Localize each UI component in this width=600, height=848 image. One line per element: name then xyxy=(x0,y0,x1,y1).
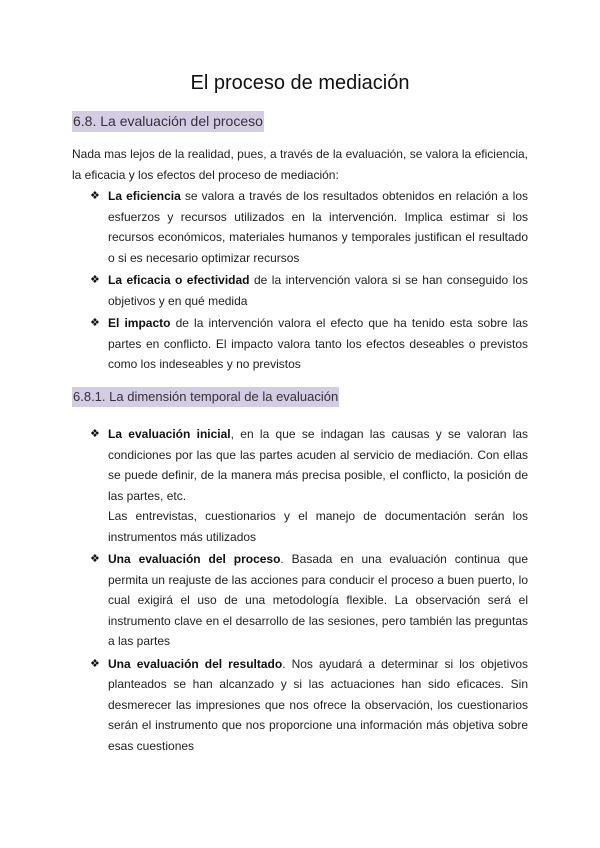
item-term: La evaluación inicial xyxy=(108,427,231,441)
item-term: Una evaluación del resultado xyxy=(108,656,283,671)
list-item xyxy=(90,313,528,375)
item-term: El impacto xyxy=(108,316,171,330)
bullet-diamond-icon: ❖ xyxy=(90,317,100,329)
item-term: La eficiencia xyxy=(108,189,181,203)
subsection-heading-text: 6.8.1. La dimensión temporal de la evaluación xyxy=(72,387,339,407)
bullet-diamond-icon: ❖ xyxy=(90,553,100,565)
item-extra-text: Las entrevistas, cuestionarios y el manejo de documentación serán los instrumentos más utilizados xyxy=(108,509,528,544)
list-item xyxy=(90,424,528,547)
bullet-diamond-icon: ❖ xyxy=(90,190,100,202)
subsection-bullet-list xyxy=(90,424,528,758)
list-item xyxy=(90,549,528,652)
page-title: El proceso de mediación xyxy=(190,72,410,94)
item-term: Una evaluación del proceso xyxy=(108,552,281,566)
section-heading-text: 6.8. La evaluación del proceso xyxy=(72,111,264,132)
bullet-diamond-icon: ❖ xyxy=(90,274,100,286)
bullet-diamond-icon: ❖ xyxy=(90,657,100,670)
list-item xyxy=(90,186,528,268)
subsection-heading xyxy=(72,389,339,404)
item-text: , en la que se indagan las causas y se valoran las condiciones por las que las partes acuden al servicio de mediación. Con ellas se puede definir, de la manera más precisa posible, el conflicto, la posición de las partes, etc. xyxy=(108,427,528,503)
section-heading xyxy=(72,113,264,129)
item-text: se valora a través de los resultados obtenidos en relación a los esfuerzos y recursos utilizados en la intervención. Implica estimar si los recursos económicos, materiales humanos y temporales justifican el resultado o si es necesario optimizar recursos xyxy=(108,189,528,265)
list-item xyxy=(90,270,528,311)
section-bullet-list xyxy=(90,186,528,377)
list-item xyxy=(90,654,528,757)
section-intro: Nada mas lejos de la realidad, pues, a través de la evaluación, se valora la eficiencia, la eficacia y los efectos del proceso de mediación: xyxy=(72,147,528,182)
item-text: . Nos ayudará a determinar si los objetivos planteados se han alcanzado y si las actuaciones han sido eficaces. Sin desmerecer las impresiones que nos ofrece la observación, los cuestionarios serán el instrumento que nos proporcione una información más objetiva sobre esas cuestiones xyxy=(108,656,528,753)
item-text: de la intervención valora el efecto que ha tenido esta sobre las partes en conflicto. El impacto valora tanto los efectos deseables o previstos como los indeseables y no previstos xyxy=(108,316,529,371)
item-text: de la intervención valora si se han conseguido los objetivos y en qué medida xyxy=(108,273,528,308)
bullet-diamond-icon: ❖ xyxy=(90,428,100,440)
item-text: . Basada en una evaluación continua que permita un reajuste de las acciones para conducir el proceso a buen puerto, lo cual exigirá el uso de una metodología flexible. La observación será el instrumento clave en el desarrollo de las sesiones, pero también las preguntas a las partes xyxy=(108,552,529,648)
item-term: La eficacia o efectividad xyxy=(108,273,250,287)
